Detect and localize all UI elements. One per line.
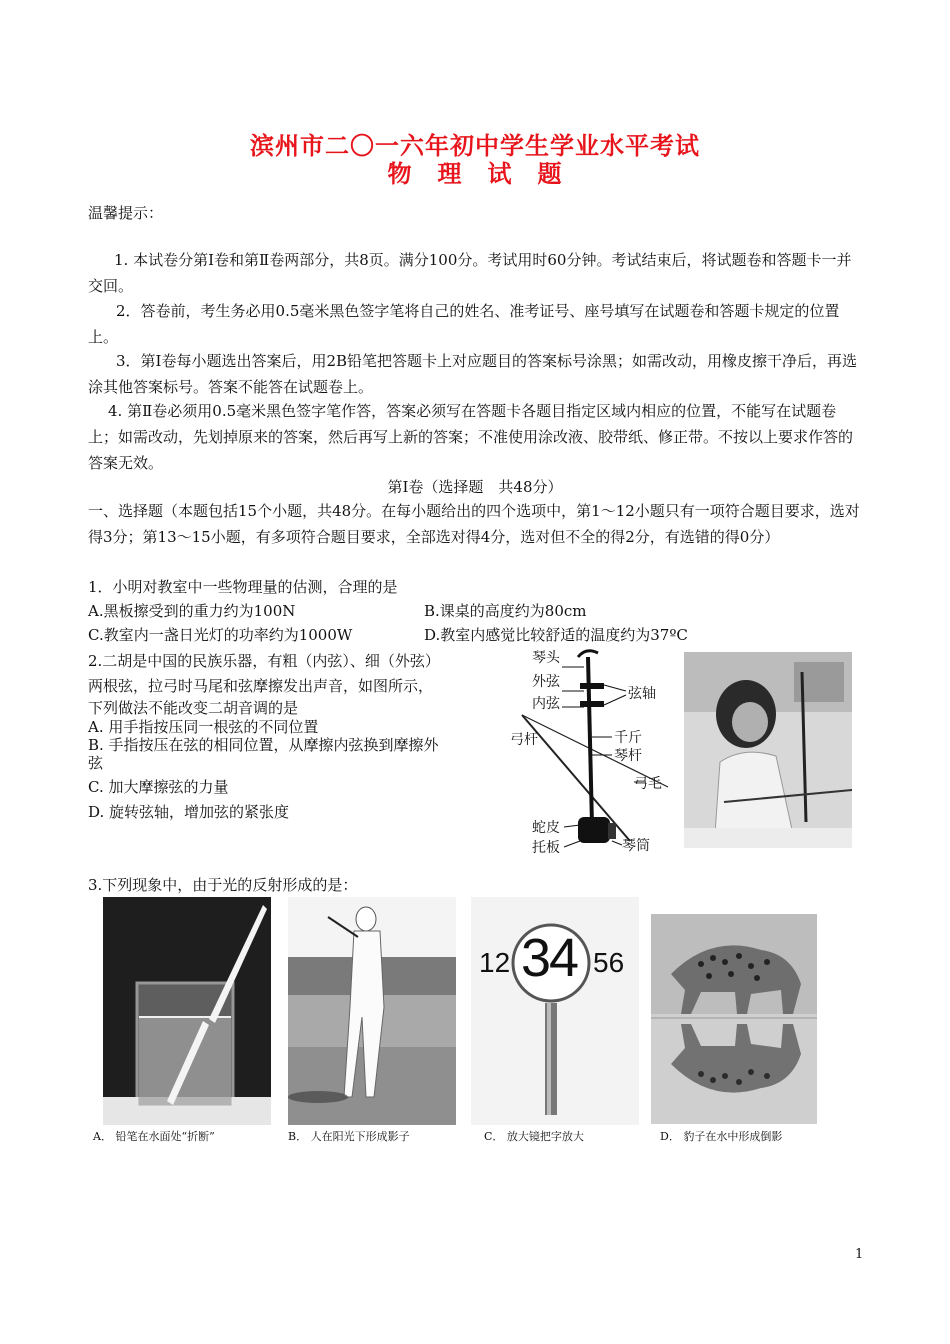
section-instructions: 一、选择题（本题包括15个小题，共48分。在每小题给出的四个选项中，第1～12小题只有一项符合题目要求，选对得3分；第13～15小题，有多项符合题目要求，全部选对得4分，选对但不全的得2分，有选错的得0分） [88,502,860,546]
label-qingan: 琴杆 [614,748,642,764]
q2-option-b-cont: 弦 [88,754,104,772]
exam-subtitle: 物 理 试 题 [387,159,563,188]
q2-option-c: C. 加大摩擦弦的力量 [88,778,229,796]
q3-stem: 3.下列现象中，由于光的反射形成的是： [88,876,358,894]
magnifier-digits-left: 12 [479,947,511,978]
q1-option-a: A.黑板擦受到的重力约为100N [88,602,296,620]
erhu-player-photo [684,652,852,848]
q1-option-c: C.教室内一盏日光灯的功率约为1000W [88,626,353,644]
label-waixian: 外弦 [532,674,560,690]
magnifier-digits-big: 34 [521,928,578,988]
label-neixian: 内弦 [532,696,560,712]
label-xianzhou: 弦轴 [628,686,656,702]
section-heading: 第Ⅰ卷（选择题 共48分） [387,478,563,496]
leopard-reflection-photo [651,914,817,1124]
label-qintong: 琴筒 [622,838,650,854]
erhu-diagram [500,645,680,857]
q2-stem-line2: 两根弦，拉弓时马尾和弦摩擦发出声音，如图所示， [88,677,434,695]
page-number: 1 [855,1247,864,1262]
q2-option-b: B. 手指按压在弦的相同位置，从摩擦内弦换到摩擦外 [88,736,439,754]
q3-caption-c: C． 放大镜把字放大 [484,1130,584,1143]
label-gonggan: 弓杆 [510,732,538,748]
label-shepi: 蛇皮 [532,820,560,836]
q1-option-d: D.教室内感觉比较舒适的温度约为37ºC [424,626,688,644]
magnifier-digits-right: 56 [593,947,625,978]
pencil-in-water-photo [103,897,271,1125]
q2-stem-line1: 2.二胡是中国的民族乐器，有粗（内弦）、细（外弦） [88,652,440,670]
tip-item-2: 2．答卷前，考生务必用0.5毫米黑色签字笔将自己的姓名、准考证号、座号填写在试题卷和答题卡规定的位置上。 [88,302,840,346]
tip-item-1: 1. 本试卷分第Ⅰ卷和第Ⅱ卷两部分，共8页。满分100分。考试用时60分钟。考试结束后，将试题卷和答题卡一并交回。 [88,251,852,295]
tip-item-4: 4. 第Ⅱ卷必须用0.5毫米黑色签字笔作答，答案必须写在答题卡各题目指定区域内相应的位置，不能写在试题卷上；如需改动，先划掉原来的答案，然后再写上新的答案；不准使用涂改液、胶带纸、修正带。不按以上要求作答的答案无效。 [88,402,854,472]
exam-title: 滨州市二〇一六年初中学生学业水平考试 [250,131,700,160]
magnifier-photo [471,897,639,1125]
q3-caption-d: D． 豹子在水中形成倒影 [660,1130,783,1143]
q3-caption-b: B． 人在阳光下形成影子 [288,1130,410,1143]
label-qintou: 琴头 [532,650,560,666]
q3-caption-a: A． 铅笔在水面处“折断” [93,1130,215,1143]
label-tuoban: 托板 [532,840,560,856]
q1-stem: 1．小明对教室中一些物理量的估测，合理的是 [88,578,398,596]
q2-option-a: A. 用手指按压同一根弦的不同位置 [88,718,319,736]
golfer-shadow-photo [288,897,456,1125]
label-qianjin: 千斤 [614,730,642,746]
tips-heading: 温馨提示： [88,204,164,222]
q2-option-d: D. 旋转弦轴，增加弦的紧张度 [88,803,290,821]
tip-item-3: 3．第Ⅰ卷每小题选出答案后，用2B铅笔把答题卡上对应题目的答案标号涂黑；如需改动，用橡皮擦干净后，再选涂其他答案标号。答案不能答在试题卷上。 [88,352,858,396]
q1-option-b: B.课桌的高度约为80cm [424,602,587,620]
label-gongmao: 弓毛 [634,776,662,792]
q2-stem-line3: 下列做法不能改变二胡音调的是 [88,699,299,717]
